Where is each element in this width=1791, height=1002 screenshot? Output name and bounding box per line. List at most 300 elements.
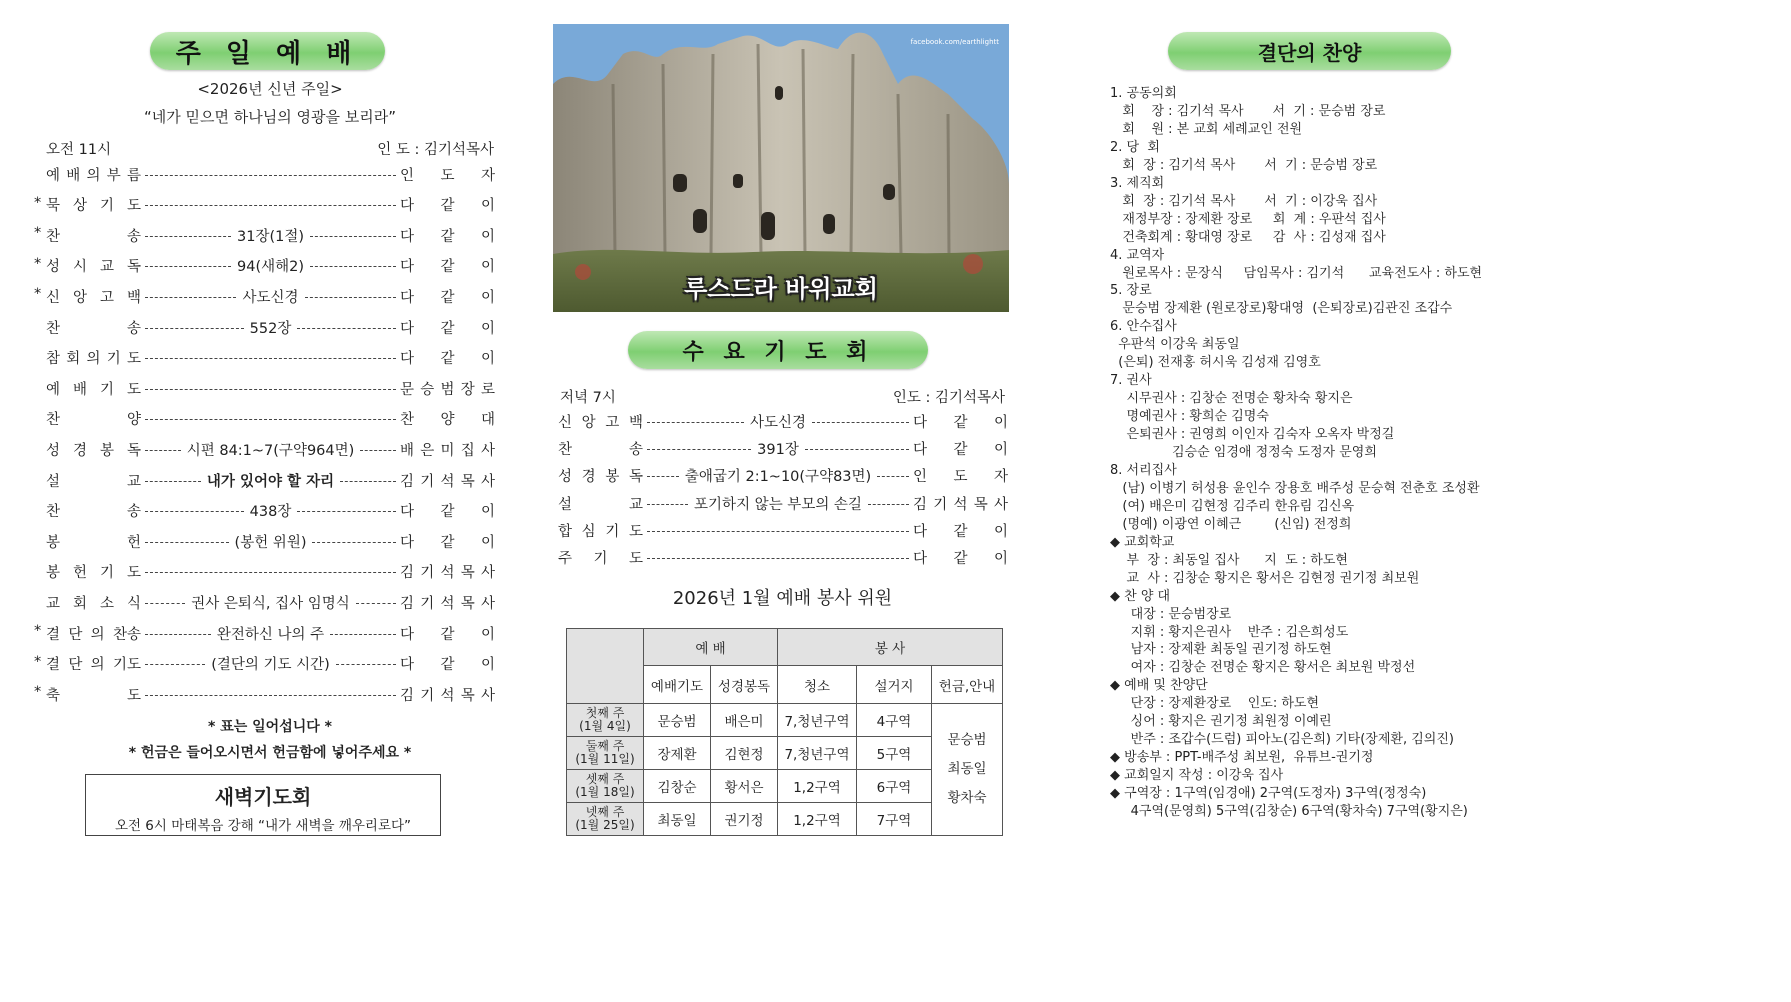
org-line: (여) 배은미 김현정 김주리 한유림 김신옥 xyxy=(1110,498,1355,514)
org-section-heading: ◆ 교회학교 xyxy=(1110,534,1175,550)
org-line: 대장 : 문승범장로 xyxy=(1110,606,1232,622)
dawn-prayer-box xyxy=(85,774,441,836)
sunday-order-item xyxy=(34,618,495,648)
org-section-heading: 7. 권사 xyxy=(1110,373,1152,389)
duty-reading: 김현정 xyxy=(711,737,778,770)
sunday-item-person-char: 다 xyxy=(400,259,415,276)
sunday-item-person-char: 이 xyxy=(480,289,495,306)
org-line: 김승순 임경애 정정숙 도정자 문영희 xyxy=(1110,445,1377,460)
sunday-item-name-char: 기 xyxy=(99,198,114,215)
wednesday-item-person-char: 이 xyxy=(993,415,1008,431)
org-line: 회 장 : 김기석 목사 서 기 : 이강욱 집사 xyxy=(1110,193,1378,209)
org-section-heading: 1. 공동의회 xyxy=(1110,86,1177,101)
leader-dots xyxy=(145,266,231,267)
org-line: 교 사 : 김창순 황지은 황서은 김현정 권기정 최보원 xyxy=(1110,570,1420,586)
leader-dots xyxy=(805,449,909,450)
sunday-item-person-char: 기 xyxy=(420,565,435,582)
sunday-item-name-char: 송 xyxy=(126,320,141,337)
duty-prayer: 문승범 xyxy=(644,704,711,737)
sunday-item-name-char: 경 xyxy=(72,442,87,459)
org-section-heading: 6. 안수집사 xyxy=(1110,319,1177,335)
duty-col-prayer: 예배기도 xyxy=(644,666,711,704)
wednesday-item-name-char: 찬 xyxy=(558,442,573,459)
wednesday-item-person-char: 다 xyxy=(913,551,928,567)
sunday-item-name-char: 도 xyxy=(126,565,141,582)
sunday-item-person-char: 같 xyxy=(440,657,455,674)
sunday-item-person-char: 대 xyxy=(480,412,495,429)
sunday-item-person-char: 문 xyxy=(400,381,415,398)
sunday-item-person-char: 목 xyxy=(460,595,475,612)
wednesday-item-name-char: 교 xyxy=(628,496,643,513)
sunday-item-name-char: 봉 xyxy=(46,565,61,582)
sunday-item-person-char: 김 xyxy=(400,595,415,612)
duty-group-worship: 예 배 xyxy=(644,629,778,666)
standing-mark: * xyxy=(34,194,42,211)
duty-table xyxy=(566,628,1003,836)
sunday-item-name-char: 찬 xyxy=(46,412,61,429)
org-line: 여자 : 김창순 전명순 황지은 황서은 최보원 박정선 xyxy=(1110,660,1416,676)
duty-dishes: 4구역 xyxy=(857,704,932,737)
sunday-item-detail: 완전하신 나의 주 xyxy=(216,626,325,643)
wednesday-item-person-char: 이 xyxy=(993,523,1008,540)
wednesday-item-name-char: 신 xyxy=(558,415,573,431)
duty-col-offering: 헌금,안내 xyxy=(932,666,1003,704)
sunday-order-item xyxy=(34,281,495,311)
leader-dots xyxy=(812,422,909,423)
leader-dots xyxy=(647,504,688,505)
sunday-item-name-char: 결 xyxy=(46,626,61,643)
wednesday-item-person-char: 석 xyxy=(953,496,968,513)
sunday-item-person-char: 이 xyxy=(480,351,495,368)
wednesday-item-name-char: 기 xyxy=(593,551,608,567)
leader-dots xyxy=(647,476,679,477)
sunday-item-person-char: 다 xyxy=(400,657,415,674)
sunday-item-person-char: 기 xyxy=(420,473,435,490)
sunday-order-item xyxy=(40,373,495,403)
sunday-item-detail: 94(새해2) xyxy=(237,259,305,276)
wednesday-item-person-char: 이 xyxy=(993,442,1008,459)
wednesday-order-item xyxy=(558,490,1008,517)
sunday-item-name-char: 헌 xyxy=(72,565,87,582)
praise-title xyxy=(1168,32,1451,70)
sunday-order-item xyxy=(34,220,495,250)
sunday-item-person-char: 석 xyxy=(440,565,455,582)
leader-dots xyxy=(145,236,231,237)
duty-week-label: 셋째 주 (1월 18일) xyxy=(567,770,644,803)
sunday-item-person-char: 석 xyxy=(440,595,455,612)
sunday-item-person-char: 같 xyxy=(440,289,455,306)
org-section-heading: 4. 교역자 xyxy=(1110,247,1165,263)
wednesday-item-person-char: 사 xyxy=(993,496,1008,513)
sunday-item-person-char: 다 xyxy=(400,351,415,368)
duty-dishes: 6구역 xyxy=(857,770,932,803)
org-line: 문승범 장제환 (원로장로)황대영 (은퇴장로)김관진 조갑수 xyxy=(1110,301,1453,317)
sunday-item-person-char: 사 xyxy=(480,687,495,704)
wednesday-order-item xyxy=(558,517,1008,544)
sunday-item-name-char: 백 xyxy=(126,289,141,306)
sunday-item-person-char: 장 xyxy=(460,381,475,398)
leader-dots xyxy=(877,476,909,477)
leader-dots xyxy=(297,328,396,329)
org-section-heading: ◆ 예배 및 찬양단 xyxy=(1110,678,1208,694)
wednesday-item-name-char: 주 xyxy=(558,551,573,567)
sunday-subtitle: <2026년 신년 주일> xyxy=(197,80,343,98)
leader-dots xyxy=(647,449,751,450)
sunday-item-person-char: 같 xyxy=(440,320,455,337)
leader-dots xyxy=(305,297,396,298)
org-section-heading: ◆ 방송부 : PPT-배주성 최보원, 유튜브-권기정 xyxy=(1110,750,1374,766)
wednesday-item-person-char: 다 xyxy=(913,523,928,540)
leader-dots xyxy=(356,603,396,604)
sunday-order-item xyxy=(40,587,495,617)
sunday-item-person-char: 같 xyxy=(440,534,455,551)
sunday-item-detail: 552장 xyxy=(249,320,292,337)
sunday-item-name-char: 양 xyxy=(126,412,141,429)
sunday-order-item xyxy=(34,679,495,709)
sunday-title xyxy=(150,32,385,70)
sunday-order-item xyxy=(40,526,495,556)
sunday-item-detail: (봉헌 위원) xyxy=(234,534,307,551)
wednesday-item-name-char: 앙 xyxy=(581,415,596,431)
wednesday-item-person-char: 같 xyxy=(953,415,968,431)
sunday-item-person-char: 배 xyxy=(400,442,415,459)
dawn-prayer-title: 새벽기도회 xyxy=(214,785,312,809)
sunday-item-person-char: 사 xyxy=(480,473,495,490)
duty-offering-person: 최동일 xyxy=(947,761,987,777)
leader-dots xyxy=(145,481,201,482)
duty-group-service: 봉 사 xyxy=(778,629,1003,666)
sunday-item-name-char: 봉 xyxy=(46,534,61,551)
org-line: 반주 : 조갑수(드럼) 피아노(김은희) 기타(장제환, 김의진) xyxy=(1110,732,1454,748)
standing-mark: * xyxy=(34,653,42,670)
leader-dots xyxy=(647,558,909,559)
sunday-time: 오전 11시 xyxy=(46,142,112,158)
duty-offering-person: 문승범 xyxy=(947,732,987,748)
sunday-item-person-char: 다 xyxy=(400,534,415,551)
sunday-item-name-char: 부 xyxy=(106,167,121,184)
photo-watermark: facebook.com/earthlightt xyxy=(910,38,999,46)
sunday-item-name-char: 찬 xyxy=(46,504,61,521)
org-section-heading: 2. 당 회 xyxy=(1110,139,1160,155)
org-line: 회 원 : 본 교회 세례교인 전원 xyxy=(1110,121,1303,137)
wednesday-item-person-char: 목 xyxy=(973,496,988,513)
org-section-heading: ◆ 찬 양 대 xyxy=(1110,588,1171,604)
sunday-item-person-char: 찬 xyxy=(400,412,415,429)
sunday-item-person-char: 같 xyxy=(440,351,455,368)
standing-note: * 표는 일어섭니다 * xyxy=(208,719,332,735)
wednesday-item-person-char: 자 xyxy=(993,469,1008,486)
org-line: 시무권사 : 김창순 전명순 황차숙 황지은 xyxy=(1110,391,1353,407)
sunday-item-name-char: 기 xyxy=(106,351,121,368)
org-line: 회 장 : 김기석 목사 서 기 : 문승범 장로 xyxy=(1110,103,1386,119)
leader-dots xyxy=(310,266,396,267)
sunday-item-person-char: 범 xyxy=(440,381,455,398)
wednesday-item-name-char: 백 xyxy=(628,415,643,431)
sunday-item-name-char: 도 xyxy=(126,687,141,704)
wednesday-item-person-char: 기 xyxy=(933,496,948,513)
org-section-heading: 8. 서리집사 xyxy=(1110,462,1177,478)
org-section-heading: 5. 장로 xyxy=(1110,283,1152,299)
duty-col-dishes: 설거지 xyxy=(857,666,932,704)
sunday-item-person-char: 은 xyxy=(420,442,435,459)
sunday-item-name-char: 기 xyxy=(99,381,114,398)
wednesday-item-name-char: 합 xyxy=(558,523,573,540)
leader-dots xyxy=(145,450,181,451)
leader-dots xyxy=(330,634,396,635)
wednesday-item-person-char: 이 xyxy=(993,551,1008,567)
org-line: 원로목사 : 문장식 담임목사 : 김기석 교육전도사 : 하도현 xyxy=(1110,265,1483,281)
offering-note: * 헌금은 들어오시면서 헌금함에 넣어주세요 * xyxy=(128,745,412,761)
org-line: (은퇴) 전재홍 허시욱 김성재 김영호 xyxy=(1110,355,1321,371)
sunday-item-person-char: 도 xyxy=(440,167,455,184)
sunday-item-person-char: 김 xyxy=(400,565,415,582)
wednesday-item-name-char: 도 xyxy=(628,551,643,567)
sunday-item-name-char: 독 xyxy=(126,442,141,459)
org-line: 명예권사 : 황희순 김명숙 xyxy=(1110,409,1269,425)
org-line: 지휘 : 황지은권사 반주 : 김은희성도 xyxy=(1110,624,1349,640)
church-photo xyxy=(553,24,1009,312)
sunday-item-name-char: 도 xyxy=(126,381,141,398)
sunday-item-person-char: 사 xyxy=(480,442,495,459)
sunday-item-name-char: 시 xyxy=(72,259,87,276)
org-section-heading: ◆ 구역장 : 1구역(임경애) 2구역(도정자) 3구역(정정숙) xyxy=(1110,786,1427,802)
sunday-item-person-char: 자 xyxy=(480,167,495,184)
sunday-item-name-char: 찬송 xyxy=(112,626,141,643)
sunday-item-person-char: 다 xyxy=(400,320,415,337)
sunday-item-detail: 31장(1절) xyxy=(237,228,305,245)
sunday-item-person-char: 다 xyxy=(400,198,415,215)
standing-mark: * xyxy=(34,623,42,639)
sunday-item-person-char: 이 xyxy=(480,534,495,551)
leader-dots xyxy=(145,419,396,420)
sunday-item-person-char: 김 xyxy=(400,473,415,490)
sunday-item-name-char: 단 xyxy=(68,626,83,643)
org-section-heading: ◆ 교회일지 작성 : 이강욱 집사 xyxy=(1110,768,1284,784)
sunday-leader: 인 도 : 김기석목사 xyxy=(377,142,494,158)
duty-cleaning: 7,청년구역 xyxy=(778,737,857,770)
sunday-item-name-char: 도 xyxy=(126,351,141,368)
duty-prayer: 최동일 xyxy=(644,803,711,836)
wednesday-item-name-char: 심 xyxy=(581,523,596,540)
leader-dots xyxy=(647,531,909,532)
wednesday-time: 저녁 7시 xyxy=(560,390,616,406)
sunday-order-item xyxy=(40,312,495,342)
sunday-item-name-char: 묵 xyxy=(46,198,61,215)
wednesday-order-item xyxy=(558,544,1008,571)
sunday-item-person-char: 다 xyxy=(400,626,415,643)
duty-corner-cell xyxy=(567,629,644,704)
duty-prayer: 김창순 xyxy=(644,770,711,803)
sunday-item-name-char: 의 xyxy=(86,351,101,368)
sunday-item-detail: 438장 xyxy=(249,504,292,521)
sunday-order-item xyxy=(34,251,495,281)
sunday-order-item xyxy=(40,404,495,434)
sunday-item-person-char: 같 xyxy=(440,626,455,643)
wednesday-item-detail: 출애굽기 2:1~10(구약83면) xyxy=(684,469,872,486)
wednesday-item-person-char: 인 xyxy=(913,469,928,486)
leader-dots xyxy=(145,542,229,543)
leader-dots xyxy=(297,511,396,512)
wednesday-item-person-char: 같 xyxy=(953,442,968,459)
org-line: 남자 : 장제환 최동일 권기정 하도현 xyxy=(1110,642,1332,658)
leader-dots xyxy=(145,175,396,176)
wednesday-item-name-char: 경 xyxy=(581,469,596,486)
leader-dots xyxy=(145,205,396,206)
leader-dots xyxy=(145,664,205,665)
org-line: 부 장 : 최동일 집사 지 도 : 하도현 xyxy=(1110,552,1348,568)
duty-reading: 권기정 xyxy=(711,803,778,836)
sunday-item-name-char: 기 xyxy=(99,565,114,582)
sunday-order-item xyxy=(40,496,495,526)
duty-offering-person: 황차숙 xyxy=(947,790,987,806)
sunday-item-name-char: 송 xyxy=(126,504,141,521)
sunday-item-person-char: 같 xyxy=(440,228,455,245)
dawn-prayer-desc: 오전 6시 마태복음 강해 “내가 새벽을 깨우리로다” xyxy=(114,818,412,834)
wednesday-item-detail: 사도신경 xyxy=(749,415,807,431)
org-line: 싱어 : 황지은 권기정 최원정 이예린 xyxy=(1110,714,1332,730)
sunday-item-name-char: 의 xyxy=(90,657,105,674)
leader-dots xyxy=(868,504,909,505)
sunday-item-person-char: 기 xyxy=(420,687,435,704)
wednesday-item-detail: 391장 xyxy=(757,442,799,459)
sunday-item-person-char: 다 xyxy=(400,504,415,521)
standing-mark: * xyxy=(34,255,42,272)
sunday-item-detail: 시편 84:1~7(구약964면) xyxy=(186,442,355,459)
sunday-item-name-char: 찬 xyxy=(46,228,61,245)
sunday-item-name-char: 배 xyxy=(72,381,87,398)
wednesday-item-name-char: 봉 xyxy=(605,469,620,486)
leader-dots xyxy=(145,603,185,604)
org-line: 건축회계 : 황대영 장로 감 사 : 김성재 집사 xyxy=(1110,229,1386,245)
leader-dots xyxy=(312,542,396,543)
praise-title-text: 결단의 찬양 xyxy=(1257,40,1362,65)
wednesday-item-name-char: 기 xyxy=(605,523,620,540)
sunday-order-item xyxy=(40,343,495,373)
leader-dots xyxy=(340,481,396,482)
sunday-item-person-char: 승 xyxy=(420,381,435,398)
sunday-item-person-char: 다 xyxy=(400,228,415,245)
org-line: 회 장 : 김기석 목사 서 기 : 문승범 장로 xyxy=(1110,157,1378,173)
duty-prayer: 장제환 xyxy=(644,737,711,770)
sunday-item-person-char: 양 xyxy=(440,412,455,429)
sunday-item-name-char: 회 xyxy=(72,595,87,612)
sunday-item-detail: 사도신경 xyxy=(242,289,299,306)
wednesday-item-name-char: 독 xyxy=(628,469,643,486)
sunday-theme: “네가 믿으면 하나님의 영광을 보리라” xyxy=(144,108,396,126)
leader-dots xyxy=(336,664,396,665)
duty-row xyxy=(567,704,1003,737)
sunday-item-person-char: 이 xyxy=(480,259,495,276)
sunday-item-person-char: 목 xyxy=(460,687,475,704)
leader-dots xyxy=(647,422,744,423)
leader-dots xyxy=(145,695,396,696)
sunday-item-name-char: 찬 xyxy=(46,320,61,337)
duty-col-reading: 성경봉독 xyxy=(711,666,778,704)
leader-dots xyxy=(145,572,396,573)
sunday-item-name-char: 고 xyxy=(99,289,114,306)
sunday-item-name-char: 독 xyxy=(126,259,141,276)
sunday-order-item xyxy=(34,190,495,220)
sunday-item-name-char: 배 xyxy=(66,167,81,184)
standing-mark: * xyxy=(34,225,42,242)
sunday-item-detail: 권사 은퇴식, 집사 임명식 xyxy=(191,595,350,612)
sunday-item-name-char: 름 xyxy=(126,167,141,184)
wednesday-item-person-char: 다 xyxy=(913,415,928,431)
wednesday-item-person-char: 도 xyxy=(953,469,968,486)
org-line: (남) 이병기 허성용 윤인수 장용호 배주성 문승혁 전춘호 조성환 xyxy=(1110,480,1480,496)
sunday-item-person-char: 사 xyxy=(480,565,495,582)
org-section-heading: 3. 제직회 xyxy=(1110,175,1165,191)
sunday-item-person-char: 인 xyxy=(400,167,415,184)
org-line: 은퇴권사 : 권영희 이인자 김숙자 오옥자 박정길 xyxy=(1110,427,1395,443)
sunday-item-name-char: 앙 xyxy=(72,289,87,306)
duty-title: 2026년 1월 예배 봉사 위원 xyxy=(672,588,893,609)
sunday-item-person-char: 미 xyxy=(440,442,455,459)
wednesday-item-person-char: 김 xyxy=(913,496,928,513)
leader-dots xyxy=(145,634,211,635)
wednesday-item-person-char: 같 xyxy=(953,523,968,540)
sunday-item-person-char: 석 xyxy=(440,473,455,490)
wednesday-item-name-char: 성 xyxy=(558,469,573,486)
wednesday-item-person-char: 같 xyxy=(953,551,968,567)
sunday-item-name-char: 기도 xyxy=(112,657,141,674)
sunday-item-person-char: 목 xyxy=(460,565,475,582)
org-line: (명예) 이광연 이혜근 (신임) 전정희 xyxy=(1110,516,1352,532)
sunday-item-name-char: 결 xyxy=(46,657,61,674)
duty-week-label: 첫째 주 (1월 4일) xyxy=(567,704,644,737)
duty-dishes: 5구역 xyxy=(857,737,932,770)
photo-caption: 루스드라 바위교회 xyxy=(684,275,878,303)
leader-dots xyxy=(145,328,244,329)
sunday-order-item xyxy=(40,159,495,189)
sunday-item-name-char: 회 xyxy=(66,351,81,368)
org-line: 우판석 이강욱 최동일 xyxy=(1110,337,1240,353)
sunday-item-person-char: 목 xyxy=(460,473,475,490)
sunday-item-name-char: 소 xyxy=(99,595,114,612)
sunday-item-person-char: 기 xyxy=(420,595,435,612)
sunday-item-name-char: 참 xyxy=(46,351,61,368)
leader-dots xyxy=(145,297,236,298)
sunday-item-name-char: 교 xyxy=(46,595,61,612)
sunday-item-person-char: 이 xyxy=(480,626,495,643)
duty-col-cleaning: 청소 xyxy=(778,666,857,704)
sunday-order-item xyxy=(34,649,495,679)
wednesday-title xyxy=(628,331,928,369)
sunday-item-person-char: 로 xyxy=(480,381,495,398)
sunday-item-person-char: 같 xyxy=(440,504,455,521)
sunday-item-person-char: 이 xyxy=(480,504,495,521)
sunday-item-name-char: 의 xyxy=(90,626,105,643)
sunday-item-person-char: 이 xyxy=(480,320,495,337)
sunday-item-person-char: 이 xyxy=(480,198,495,215)
wednesday-title-text: 수 요 기 도 회 xyxy=(682,339,874,365)
leader-dots xyxy=(310,236,396,237)
leader-dots xyxy=(360,450,396,451)
sunday-item-person-char: 이 xyxy=(480,657,495,674)
duty-week-label: 넷째 주 (1월 25일) xyxy=(567,803,644,836)
sunday-order-item xyxy=(40,434,495,464)
standing-mark: * xyxy=(34,286,42,303)
sunday-item-name-char: 예 xyxy=(46,167,61,184)
duty-week-label: 둘째 주 (1월 11일) xyxy=(567,737,644,770)
leader-dots xyxy=(145,389,396,390)
wednesday-order-item xyxy=(558,408,1008,435)
org-line: 4구역(문영희) 5구역(김창순) 6구역(황차숙) 7구역(황지은) xyxy=(1110,804,1468,819)
sunday-title-text: 주 일 예 배 xyxy=(175,38,360,69)
sunday-item-name-char: 교 xyxy=(99,259,114,276)
wednesday-item-name-char: 도 xyxy=(628,523,643,540)
wednesday-item-detail: 포기하지 않는 부모의 손길 xyxy=(694,496,862,513)
